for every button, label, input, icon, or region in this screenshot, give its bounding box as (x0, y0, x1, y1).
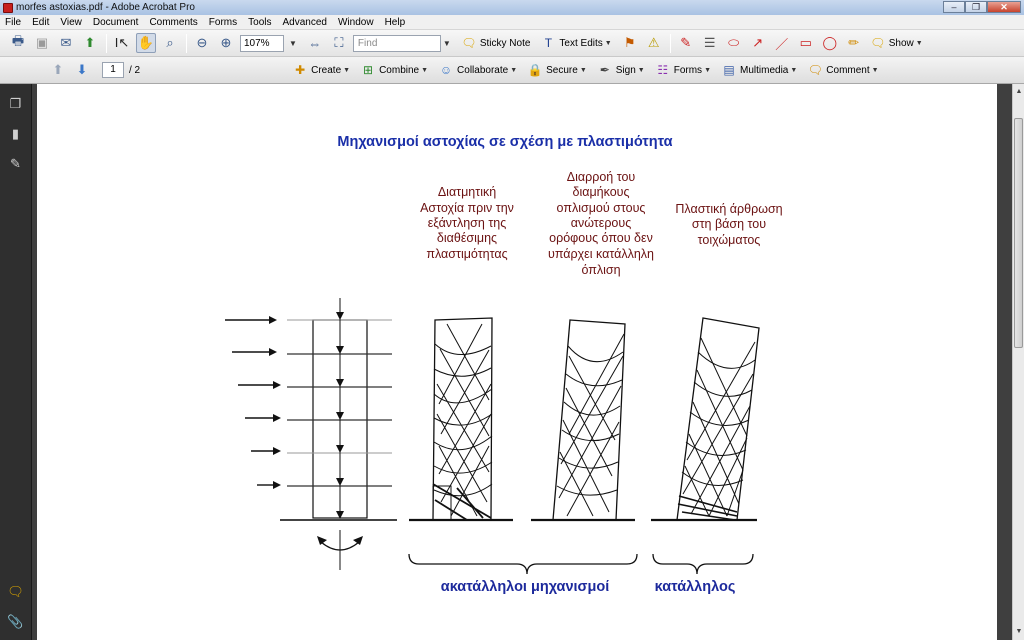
document-canvas (32, 84, 1012, 640)
comment-button[interactable] (805, 60, 882, 80)
vertical-scrollbar[interactable] (1012, 84, 1024, 640)
menu-file[interactable]: File (5, 16, 22, 28)
document-title: Μηχανισμοί αστοχίας σε σχέση με πλαστιμότητα (337, 134, 673, 150)
lock-icon: 🔒 (527, 63, 543, 77)
chevron-down-icon: ▼ (871, 66, 879, 74)
maximize-button[interactable]: ❐ (965, 1, 987, 13)
toolbar-separator (186, 34, 187, 53)
brace-inadequate (409, 554, 637, 574)
chevron-down-icon: ▼ (343, 66, 351, 74)
select-tool-icon[interactable]: I↖ (114, 35, 130, 50)
show-comments-icon: 🗨 (870, 36, 886, 50)
scrollbar-thumb[interactable] (1014, 118, 1023, 348)
bookmarks-panel-icon[interactable]: ▮ (11, 125, 20, 141)
caption-yield-6: υπάρχει κατάλληλη (548, 247, 654, 261)
caption-yield-3: οπλισμού στους (556, 201, 646, 215)
menu-comments[interactable]: Comments (149, 16, 198, 28)
sign-label: Sign (615, 64, 636, 76)
menu-bar (0, 15, 1024, 30)
wall-shear-failure (409, 318, 513, 520)
create-label: Create (311, 64, 342, 76)
menu-forms[interactable]: Forms (208, 16, 238, 28)
chevron-down-icon: ▼ (579, 66, 587, 74)
chevron-down-icon: ▼ (510, 66, 518, 74)
caption-shear-4: διαθέσιμης (436, 231, 498, 245)
wall-load-diagram (225, 298, 397, 570)
comments-panel-icon[interactable]: 🗨 (7, 583, 24, 599)
sticky-note-icon: 🗨 (461, 36, 477, 50)
combine-label: Combine (379, 64, 420, 76)
pencil-tool-icon[interactable]: ✏ (848, 35, 860, 50)
pen-icon: ✒ (599, 63, 610, 77)
previous-page-icon[interactable]: ⬆ (52, 62, 64, 77)
zoom-out-icon[interactable]: ⊖ (196, 35, 208, 50)
caption-hinge-3: τοιχώματος (697, 233, 761, 247)
menu-tools[interactable]: Tools (248, 16, 272, 28)
scroll-down-arrow[interactable]: ▼ (1015, 628, 1023, 635)
caption-yield-2: διαμήκους (572, 185, 630, 199)
hand-tool-icon[interactable]: ✋ (136, 33, 156, 53)
wall-yield-upper (531, 320, 635, 520)
secure-button[interactable] (525, 60, 591, 80)
fit-width-icon[interactable]: ⇔ (308, 35, 322, 51)
close-button[interactable]: ✕ (987, 1, 1021, 13)
line-tool-icon[interactable]: ／ (775, 36, 789, 52)
collaborate-icon: ☺ (439, 63, 453, 77)
multimedia-label: Multimedia (740, 64, 789, 76)
highlight-warning-icon[interactable]: ⚠ (647, 35, 660, 50)
menu-view[interactable]: View (60, 16, 82, 28)
text-edits-label: Text Edits (559, 37, 603, 49)
find-dropdown-arrow[interactable]: ▼ (442, 38, 451, 48)
caption-yield-4: ανώτερους (570, 216, 632, 230)
collaborate-label: Collaborate (457, 64, 509, 76)
cloud-icon[interactable]: ⬭ (728, 35, 740, 50)
next-page-icon[interactable]: ⬇ (76, 62, 88, 77)
menu-document[interactable]: Document (92, 16, 139, 28)
wall-plastic-hinge (651, 318, 759, 520)
caption-shear-1: Διατμητική (437, 185, 497, 199)
caption-yield-1: Διαρροή του (566, 170, 636, 184)
navigation-sidebar (0, 84, 32, 640)
collaborate-button[interactable] (436, 60, 521, 80)
create-icon: ✚ (295, 63, 306, 77)
toolbar-separator (670, 34, 671, 53)
page-total: / 2 (129, 64, 141, 76)
brace-adequate (653, 554, 753, 574)
forms-label: Forms (673, 64, 703, 76)
comment-label: Comment (826, 64, 870, 76)
chevron-down-icon: ▼ (704, 66, 711, 74)
show-button[interactable] (868, 33, 927, 53)
label-inadequate-mechanisms: ακατάλληλοι μηχανισμοί (440, 579, 610, 595)
create-button[interactable] (290, 60, 354, 80)
scroll-up-arrow[interactable]: ▲ (1015, 88, 1023, 95)
chevron-down-icon: ▼ (915, 39, 923, 47)
caption-yield-5: ορόφους όπου δεν (549, 231, 653, 245)
multimedia-icon: ▤ (723, 63, 735, 77)
email-icon[interactable]: ✉ (60, 35, 72, 50)
minimize-button[interactable]: – (943, 1, 965, 13)
pdf-page (37, 84, 997, 640)
caption-hinge-2: στη βάση του (691, 217, 767, 231)
zoom-dropdown-arrow[interactable]: ▼ (289, 38, 297, 48)
comment-icon: 🗨 (807, 63, 823, 77)
sticky-note-label: Sticky Note (479, 37, 531, 49)
forms-button[interactable] (653, 60, 715, 80)
stamp-icon[interactable]: ⚑ (623, 35, 636, 50)
signatures-panel-icon[interactable]: ✎ (10, 155, 21, 171)
text-box-icon[interactable]: ☰ (703, 35, 716, 50)
show-label: Show (888, 37, 914, 49)
caption-shear-3: εξάντληση της (427, 216, 507, 230)
chevron-down-icon: ▼ (421, 66, 429, 74)
caption-yield-7: όπλιση (581, 263, 621, 277)
label-adequate-mechanism: κατάλληλος (654, 579, 736, 595)
pages-panel-icon[interactable]: ❐ (9, 95, 22, 111)
chevron-down-icon: ▼ (790, 66, 798, 74)
title-bar (0, 0, 1024, 15)
chevron-down-icon: ▼ (637, 66, 645, 74)
tasks-toolbar (0, 57, 1024, 84)
forms-icon: ☷ (657, 63, 669, 77)
arrow-tool-icon[interactable]: ↗ (752, 35, 764, 50)
print-icon[interactable]: 🖶 (11, 33, 25, 48)
marquee-zoom-icon[interactable]: ⌕ (166, 35, 174, 50)
oval-tool-icon[interactable]: ◯ (822, 35, 837, 50)
sign-button[interactable] (595, 60, 649, 80)
page-number-input[interactable]: 1 (102, 62, 124, 78)
menu-advanced[interactable]: Advanced (282, 16, 327, 28)
text-edits-icon: T (544, 36, 553, 50)
acrobat-app-icon (3, 3, 13, 13)
window-title: morfes astoxias.pdf - Adobe Acrobat Pro (16, 2, 195, 13)
chevron-down-icon: ▼ (604, 39, 612, 47)
multimedia-button[interactable] (719, 60, 801, 80)
main-toolbar (0, 30, 1024, 57)
find-input[interactable]: Find (353, 35, 441, 52)
combine-button[interactable] (358, 60, 432, 80)
menu-edit[interactable]: Edit (32, 16, 50, 28)
menu-window[interactable]: Window (337, 16, 374, 28)
save-icon[interactable]: ▣ (35, 35, 49, 50)
upload-icon[interactable]: ⬆ (84, 35, 96, 50)
menu-help[interactable]: Help (384, 16, 406, 28)
caption-hinge-1: Πλαστική άρθρωση (675, 202, 783, 216)
toolbar-separator (106, 34, 107, 53)
caption-shear-2: Αστοχία πριν την (420, 201, 514, 215)
zoom-in-icon[interactable]: ⊕ (220, 35, 232, 50)
highlight-text-icon[interactable]: ✎ (680, 35, 692, 50)
secure-label: Secure (546, 64, 578, 76)
fit-page-icon[interactable]: ⛶ (334, 35, 344, 50)
caption-shear-5: πλαστιμότητας (426, 247, 508, 261)
attachments-panel-icon[interactable]: 📎 (7, 613, 24, 629)
text-edits-button[interactable] (538, 33, 615, 53)
rectangle-tool-icon[interactable]: ▭ (799, 35, 812, 50)
zoom-level-field[interactable]: 107% (240, 35, 284, 52)
sticky-note-button[interactable] (459, 33, 535, 53)
combine-icon: ⊞ (363, 63, 374, 77)
